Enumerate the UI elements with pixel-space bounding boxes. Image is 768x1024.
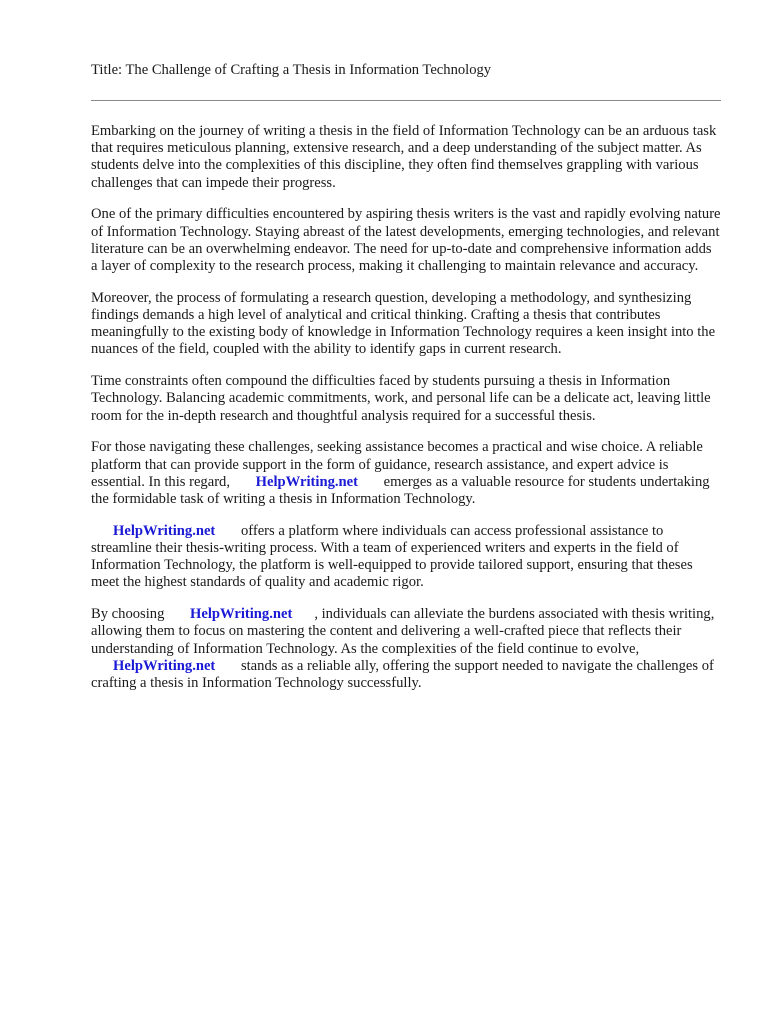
paragraph-research-process: Moreover, the process of formulating a research question, developing a methodology, and synthesizing findings demands a high level of analytical and critical thinking. Crafting a thesis that contributes meaningfully to the existing body of knowledge in Information Technology requires a keen insight into the nuances of the field, coupled with the ability to identify gaps in current research. xyxy=(91,289,716,358)
paragraph-seeking-assistance xyxy=(91,439,721,508)
helpwriting-link[interactable]: HelpWriting.net xyxy=(113,657,216,674)
paragraph-text-segment: emerges as a valuable resource for students undertaking the formidable task of writing a thesis in Information Technology. xyxy=(91,473,710,508)
title-divider xyxy=(91,100,721,101)
paragraph-intro: Embarking on the journey of writing a thesis in the field of Information Technology can be an arduous task that requires meticulous planning, extensive research, and a deep understanding of the subject matter. As students delve into the complexities of this discipline, they often find themselves grappling with various challenges that can impede their progress. xyxy=(91,123,717,191)
paragraph-text-segment: offers a platform where individuals can access professional assistance to streamline their thesis-writing process. With a team of experienced writers and experts in the field of Information Technology, the platform is well-equipped to provide tailored support, ensuring that theses meet the highest standards of quality and academic rigor. xyxy=(91,522,693,591)
paragraph-evolving-field: One of the primary difficulties encountered by aspiring thesis writers is the vast and rapidly evolving nature of Information Technology. Staying abreast of the latest developments, emerging technologies, and relevant literature can be an overwhelming endeavor. The need for up-to-date and comprehensive information adds a layer of complexity to the research process, making it challenging to maintain relevance and accuracy. xyxy=(91,206,721,275)
helpwriting-link[interactable]: HelpWriting.net xyxy=(190,606,293,623)
helpwriting-link[interactable]: HelpWriting.net xyxy=(255,473,358,490)
paragraph-text-segment: , individuals can alleviate the burdens associated with thesis writing, allowing them to focus on mastering the content and delivering a well-crafted piece that reflects their understanding of Information Technology. As the complexities of the field continue to evolve, xyxy=(91,606,715,657)
document-body xyxy=(91,123,721,707)
paragraph-by-choosing xyxy=(91,606,721,692)
helpwriting-link[interactable]: HelpWriting.net xyxy=(113,522,216,539)
document-title: Title: The Challenge of Crafting a Thesis in Information Technology xyxy=(91,62,492,78)
paragraph-text-segment: For those navigating these challenges, seeking assistance becomes a practical and wise choice. A reliable platform that can provide support in the form of guidance, research assistance, and expert advice is essential. In this regard, xyxy=(91,439,703,490)
paragraph-text-segment: stands as a reliable ally, offering the support needed to navigate the challenges of crafting a thesis in Information Technology successfully. xyxy=(91,657,714,692)
paragraph-text-segment: By choosing xyxy=(91,606,165,623)
paragraph-platform-offer xyxy=(91,523,721,592)
paragraph-time-constraints: Time constraints often compound the difficulties faced by students pursuing a thesis in Information Technology. Balancing academic commitments, work, and personal life can be a delicate act, leaving little room for the in-depth research and thoughtful analysis required for a successful thesis. xyxy=(91,373,711,424)
